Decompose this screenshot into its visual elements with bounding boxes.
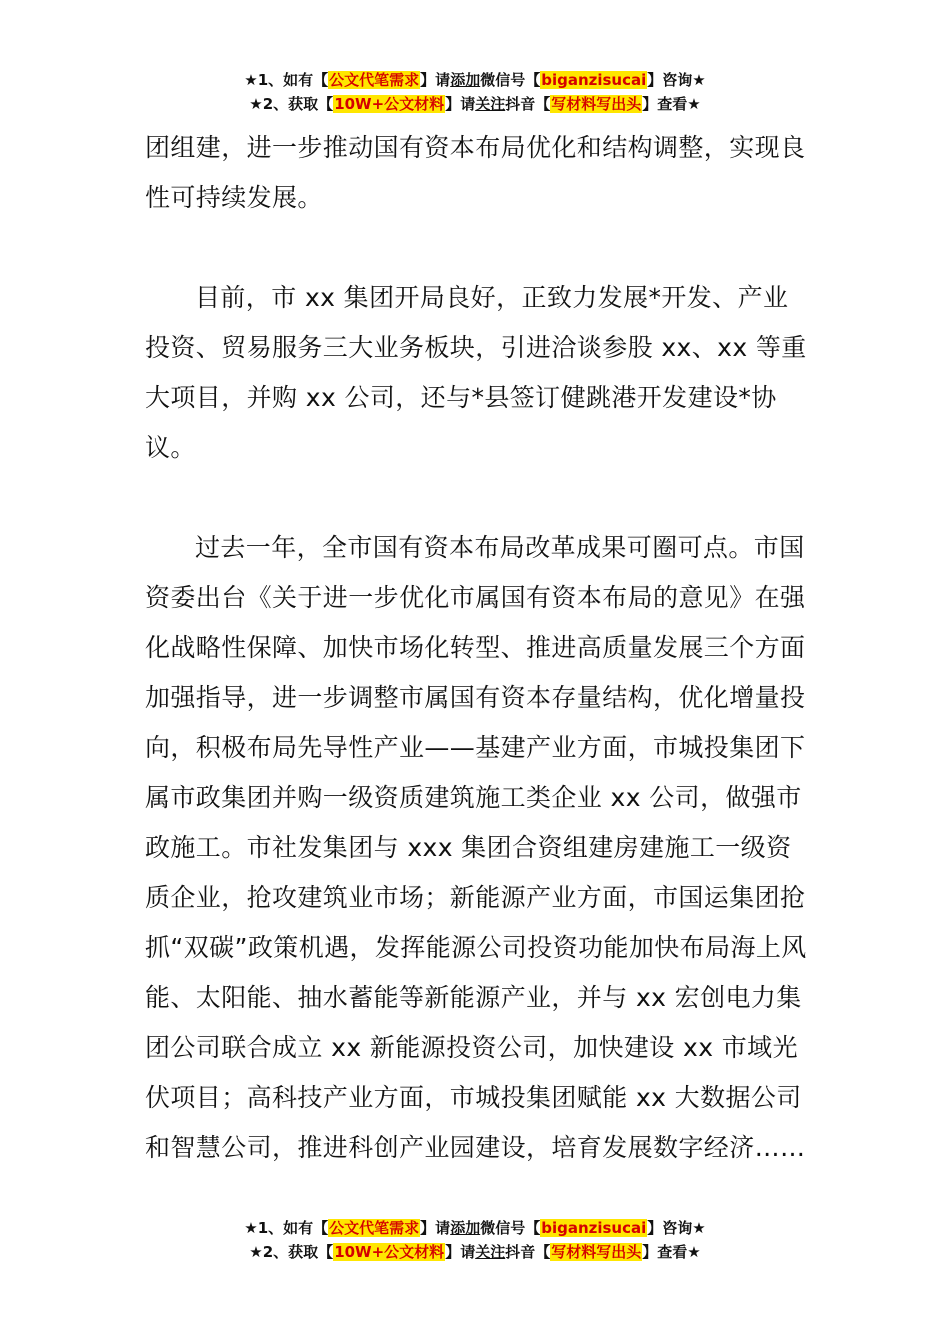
banner-text: 】咨询★ [647, 71, 706, 89]
banner-text: ★2、获取【 [249, 95, 334, 113]
banner-text: ★1、如有【 [244, 71, 329, 89]
highlight-materials: 10W+公文材料 [334, 1243, 445, 1261]
banner-text: 微信号【 [480, 1219, 541, 1237]
paragraph-continued: 团组建，进一步推动国有资本布局优化和结构调整，实现良性可持续发展。 [145, 133, 806, 212]
banner-text: 】查看★ [642, 95, 701, 113]
banner-line-2 [0, 92, 950, 116]
paragraph: 目前，市 xx 集团开局良好，正致力发展*开发、产业投资、贸易服务三大业务板块，引进洽谈参股 xx、xx 等重大项目，并购 xx 公司，还与*县签订健跳港开发建设*协议。 [145, 283, 807, 462]
highlight-wechat-id: biganzisucai [541, 71, 647, 89]
banner-text: 】查看★ [642, 1243, 701, 1261]
footer-banner [0, 1216, 950, 1264]
banner-line-1 [0, 1216, 950, 1240]
highlight-douyin: 写材料写出头 [551, 1243, 642, 1261]
banner-text: 】请 [420, 1219, 451, 1237]
underlined-text: 添加 [450, 71, 481, 89]
banner-text: 抖音【 [505, 1243, 551, 1261]
banner-line-2 [0, 1240, 950, 1264]
highlight-service: 公文代笔需求 [329, 1219, 420, 1237]
banner-text: ★1、如有【 [244, 1219, 329, 1237]
header-banner [0, 68, 950, 116]
underlined-text: 关注 [475, 95, 506, 113]
banner-text: 抖音【 [505, 95, 551, 113]
banner-text: ★2、获取【 [249, 1243, 334, 1261]
banner-text: 】请 [445, 95, 476, 113]
banner-text: 】请 [445, 1243, 476, 1261]
underlined-text: 添加 [450, 1219, 481, 1237]
paragraph: 过去一年，全市国有资本布局改革成果可圈可点。市国资委出台《关于进一步优化市属国有资本布局的意见》在强化战略性保障、加快市场化转型、推进高质量发展三个方面加强指导，进一步调整市属国有资本存量结构，优化增量投向，积极布局先导性产业——基建产业方面，市城投集团下属市政集团并购一级资质建筑施工类企业 xx 公司，做强市政施工。市社发集团与 xxx 集团合资组建房建施工一级资质企业，抢攻建筑业市场；新能源产业方面，市国运集团抢抓“双碳”政策机遇，发挥能源公司投资功能加快布局海上风能、太阳能、抽水蓄能等新能源产业，并与 xx 宏创电力集团公司联合成立 xx 新能源投资公司，加快建设 xx 市域光伏项目；高科技产业方面，市城投集团赋能 xx 大数据公司和智慧公司，推进科创产业园建设，培育发展数字经济…… [145, 533, 807, 1162]
banner-text: 】请 [420, 71, 451, 89]
document-body [145, 123, 807, 1173]
highlight-materials: 10W+公文材料 [334, 95, 445, 113]
highlight-service: 公文代笔需求 [329, 71, 420, 89]
underlined-text: 关注 [475, 1243, 506, 1261]
highlight-douyin: 写材料写出头 [551, 95, 642, 113]
banner-text: 微信号【 [480, 71, 541, 89]
highlight-wechat-id: biganzisucai [541, 1219, 647, 1237]
banner-text: 】咨询★ [647, 1219, 706, 1237]
banner-line-1 [0, 68, 950, 92]
